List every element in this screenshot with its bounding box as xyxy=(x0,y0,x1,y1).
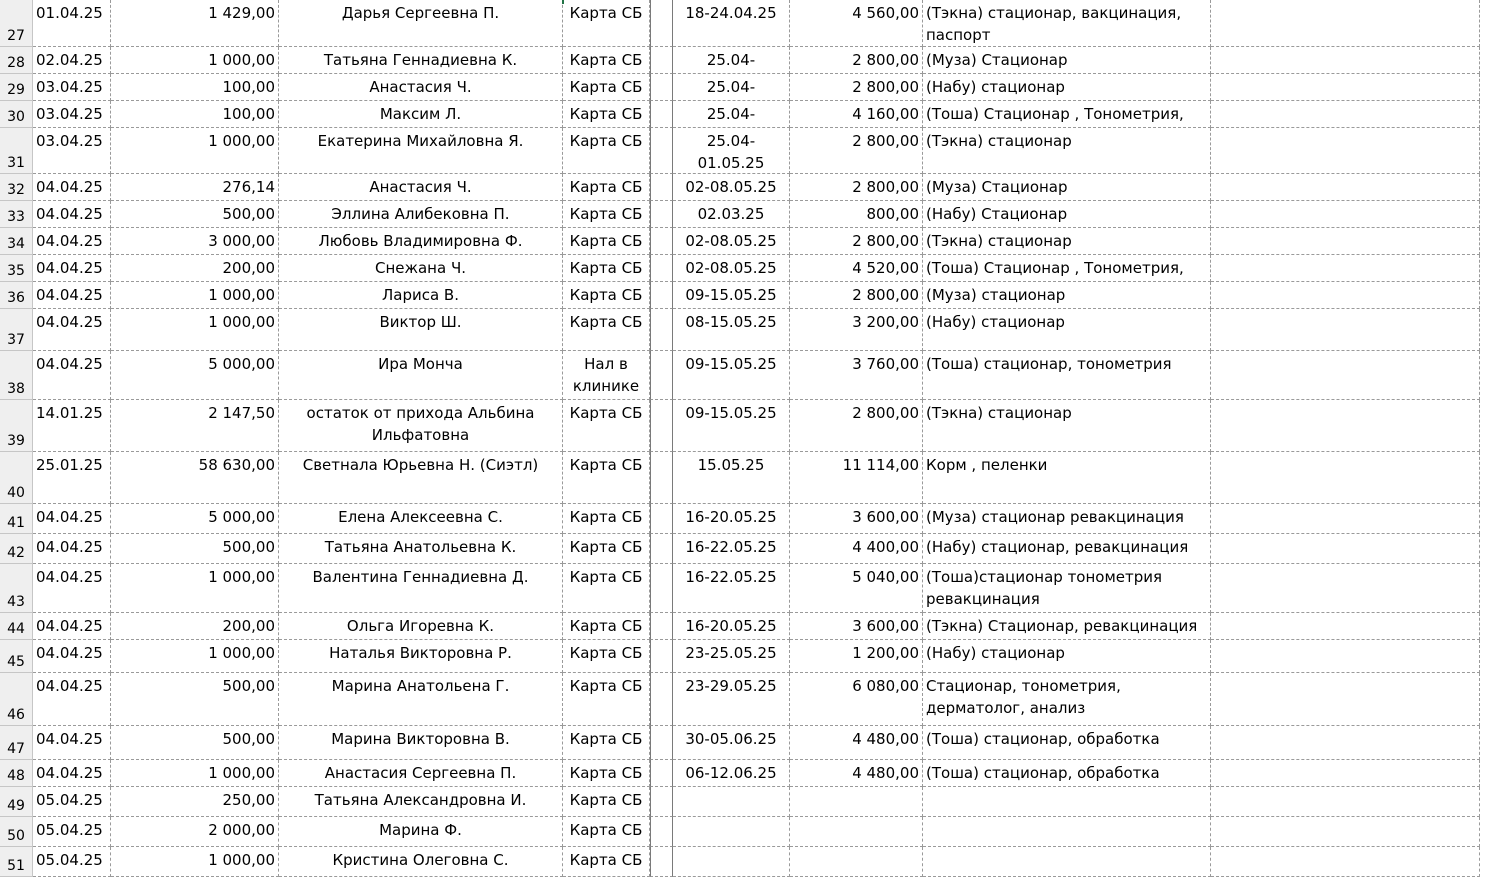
cell-date[interactable]: 14.01.25 xyxy=(33,400,111,452)
cell-desc[interactable]: (Тоша) Стационар , Тонометрия, xyxy=(923,255,1211,282)
cell-period[interactable]: 16-20.05.25 xyxy=(673,613,790,640)
cell-amount[interactable]: 58 630,00 xyxy=(111,452,279,504)
cell-pay[interactable]: Карта СБ xyxy=(563,228,650,255)
cell-pay[interactable]: Карта СБ xyxy=(563,673,650,726)
row-number: 36 xyxy=(7,290,25,306)
cell-desc[interactable]: (Тэкна) стационар xyxy=(923,400,1211,452)
row-header[interactable] xyxy=(0,817,33,847)
cell-amount[interactable]: 100,00 xyxy=(111,74,279,101)
cell-desc[interactable]: (Тоша) стационар, обработка xyxy=(923,726,1211,760)
row-number: 50 xyxy=(7,828,25,844)
cell-name[interactable]: Виктор Ш. xyxy=(279,309,563,351)
cell-name[interactable]: Эллина Алибековна П. xyxy=(279,201,563,228)
cell-desc[interactable]: (Муза) стационар xyxy=(923,282,1211,309)
cell-empty[interactable] xyxy=(1211,564,1480,613)
row-number: 40 xyxy=(7,485,25,501)
cell-date[interactable]: 04.04.25 xyxy=(33,282,111,309)
cell-period[interactable]: 06-12.06.25 xyxy=(673,760,790,787)
row-header[interactable] xyxy=(0,228,33,255)
cell-amount[interactable]: 5 000,00 xyxy=(111,504,279,534)
cell-cost[interactable]: 2 800,00 xyxy=(790,47,923,74)
cell-cost[interactable]: 1 200,00 xyxy=(790,640,923,673)
cell-cost[interactable]: 5 040,00 xyxy=(790,564,923,613)
cell-amount[interactable]: 1 000,00 xyxy=(111,309,279,351)
cell-empty[interactable] xyxy=(1211,201,1480,228)
row-header[interactable] xyxy=(0,564,33,613)
cell-cost[interactable]: 4 400,00 xyxy=(790,534,923,564)
cell-date[interactable]: 04.04.25 xyxy=(33,201,111,228)
cell-spacer[interactable] xyxy=(650,534,673,564)
cell-period[interactable]: 23-29.05.25 xyxy=(673,673,790,726)
row-header[interactable] xyxy=(0,101,33,128)
cell-empty[interactable] xyxy=(1211,309,1480,351)
cell-pay[interactable]: Карта СБ xyxy=(563,452,650,504)
cell-name[interactable]: Анастасия Ч. xyxy=(279,74,563,101)
cell-period[interactable] xyxy=(673,847,790,877)
cell-name[interactable]: Анастасия Ч. xyxy=(279,174,563,201)
row-header[interactable] xyxy=(0,47,33,74)
cell-empty[interactable] xyxy=(1211,504,1480,534)
cell-cost[interactable] xyxy=(790,817,923,847)
cell-desc[interactable]: (Тоша) стационар, тонометрия xyxy=(923,351,1211,400)
cell-date[interactable]: 02.04.25 xyxy=(33,47,111,74)
cell-pay[interactable]: Карта СБ xyxy=(563,787,650,817)
cell-date[interactable]: 05.04.25 xyxy=(33,817,111,847)
cell-period[interactable]: 25.04- xyxy=(673,101,790,128)
row-header[interactable] xyxy=(0,174,33,201)
cell-amount[interactable]: 500,00 xyxy=(111,673,279,726)
cell-period[interactable]: 30-05.06.25 xyxy=(673,726,790,760)
cell-amount[interactable]: 3 000,00 xyxy=(111,228,279,255)
cell-date[interactable]: 01.04.25 xyxy=(33,0,111,47)
cell-cost[interactable]: 4 480,00 xyxy=(790,760,923,787)
cell-period[interactable] xyxy=(673,787,790,817)
row-header[interactable] xyxy=(0,309,33,351)
cell-spacer[interactable] xyxy=(650,760,673,787)
cell-pay[interactable]: Карта СБ xyxy=(563,309,650,351)
cell-name[interactable]: Валентина Геннадиевна Д. xyxy=(279,564,563,613)
cell-amount[interactable]: 2 000,00 xyxy=(111,817,279,847)
cell-date[interactable]: 04.04.25 xyxy=(33,673,111,726)
cell-pay[interactable]: Карта СБ xyxy=(563,400,650,452)
cell-amount[interactable]: 5 000,00 xyxy=(111,351,279,400)
cell-date[interactable]: 04.04.25 xyxy=(33,564,111,613)
cell-desc[interactable] xyxy=(923,847,1211,877)
cell-pay[interactable]: Нал в клинике xyxy=(563,351,650,400)
row-number: 35 xyxy=(7,263,25,279)
cell-date[interactable]: 04.04.25 xyxy=(33,351,111,400)
cell-empty[interactable] xyxy=(1211,174,1480,201)
cell-cost[interactable]: 4 160,00 xyxy=(790,101,923,128)
cell-name[interactable]: Дарья Сергеевна П. xyxy=(279,0,563,47)
cell-amount[interactable]: 2 147,50 xyxy=(111,400,279,452)
cell-date[interactable]: 04.04.25 xyxy=(33,309,111,351)
row-header[interactable] xyxy=(0,504,33,534)
cell-name[interactable]: Марина Ф. xyxy=(279,817,563,847)
row-number: 34 xyxy=(7,236,25,252)
cell-pay[interactable]: Карта СБ xyxy=(563,255,650,282)
cell-name[interactable]: Ольга Игоревна К. xyxy=(279,613,563,640)
cell-cost[interactable]: 2 800,00 xyxy=(790,74,923,101)
cell-desc[interactable] xyxy=(923,787,1211,817)
cell-period[interactable]: 16-22.05.25 xyxy=(673,564,790,613)
cell-period[interactable]: 16-20.05.25 xyxy=(673,504,790,534)
cell-spacer[interactable] xyxy=(650,726,673,760)
cell-name[interactable]: Анастасия Сергеевна П. xyxy=(279,760,563,787)
cell-date[interactable]: 25.01.25 xyxy=(33,452,111,504)
cell-desc[interactable]: Стационар, тонометрия, дерматолог, анализ xyxy=(923,673,1211,726)
cell-empty[interactable] xyxy=(1211,452,1480,504)
cell-empty[interactable] xyxy=(1211,74,1480,101)
cell-period[interactable]: 09-15.05.25 xyxy=(673,400,790,452)
active-cell-border xyxy=(562,0,564,4)
cell-cost[interactable] xyxy=(790,847,923,877)
cell-empty[interactable] xyxy=(1211,673,1480,726)
row-header[interactable] xyxy=(0,534,33,564)
cell-period[interactable]: 02.03.25 xyxy=(673,201,790,228)
cell-cost[interactable] xyxy=(790,787,923,817)
cell-period[interactable]: 16-22.05.25 xyxy=(673,534,790,564)
cell-date[interactable]: 04.04.25 xyxy=(33,640,111,673)
cell-desc[interactable]: (Набу) стационар xyxy=(923,309,1211,351)
cell-spacer[interactable] xyxy=(650,847,673,877)
row-number: 45 xyxy=(7,654,25,670)
row-header[interactable] xyxy=(0,0,33,47)
cell-pay[interactable]: Карта СБ xyxy=(563,128,650,174)
cell-desc[interactable] xyxy=(923,817,1211,847)
cell-date[interactable]: 04.04.25 xyxy=(33,760,111,787)
row-header[interactable] xyxy=(0,201,33,228)
cell-cost[interactable]: 2 800,00 xyxy=(790,400,923,452)
cell-amount[interactable]: 200,00 xyxy=(111,613,279,640)
cell-cost[interactable]: 3 760,00 xyxy=(790,351,923,400)
row-number: 27 xyxy=(7,28,25,44)
cell-spacer[interactable] xyxy=(650,351,673,400)
cell-date[interactable]: 05.04.25 xyxy=(33,787,111,817)
cell-pay[interactable]: Карта СБ xyxy=(563,201,650,228)
cell-period[interactable]: 25.04- xyxy=(673,74,790,101)
cell-name[interactable]: Елена Алексеевна С. xyxy=(279,504,563,534)
cell-spacer[interactable] xyxy=(650,787,673,817)
cell-desc[interactable]: (Муза) стационар ревакцинация xyxy=(923,504,1211,534)
row-number: 46 xyxy=(7,707,25,723)
cell-cost[interactable]: 3 200,00 xyxy=(790,309,923,351)
cell-date[interactable]: 04.04.25 xyxy=(33,228,111,255)
cell-spacer[interactable] xyxy=(650,174,673,201)
cell-empty[interactable] xyxy=(1211,101,1480,128)
row-header[interactable] xyxy=(0,452,33,504)
cell-period[interactable]: 02-08.05.25 xyxy=(673,228,790,255)
cell-desc[interactable]: (Тоша) Стационар , Тонометрия, xyxy=(923,101,1211,128)
cell-pay[interactable]: Карта СБ xyxy=(563,726,650,760)
cell-period[interactable]: 09-15.05.25 xyxy=(673,282,790,309)
row-number: 38 xyxy=(7,381,25,397)
cell-spacer[interactable] xyxy=(650,673,673,726)
cell-spacer[interactable] xyxy=(650,817,673,847)
cell-amount[interactable]: 500,00 xyxy=(111,534,279,564)
cell-amount[interactable]: 100,00 xyxy=(111,101,279,128)
cell-spacer[interactable] xyxy=(650,228,673,255)
cell-empty[interactable] xyxy=(1211,534,1480,564)
cell-amount[interactable]: 500,00 xyxy=(111,726,279,760)
cell-spacer[interactable] xyxy=(650,309,673,351)
cell-pay[interactable]: Карта СБ xyxy=(563,74,650,101)
cell-pay[interactable]: Карта СБ xyxy=(563,0,650,47)
cell-spacer[interactable] xyxy=(650,613,673,640)
cell-name[interactable]: Ира Монча xyxy=(279,351,563,400)
cell-name[interactable]: Лариса В. xyxy=(279,282,563,309)
cell-spacer[interactable] xyxy=(650,255,673,282)
cell-pay[interactable]: Карта СБ xyxy=(563,640,650,673)
cell-period[interactable]: 15.05.25 xyxy=(673,452,790,504)
row-number: 44 xyxy=(7,621,25,637)
cell-date[interactable]: 04.04.25 xyxy=(33,534,111,564)
cell-date[interactable]: 04.04.25 xyxy=(33,174,111,201)
cell-spacer[interactable] xyxy=(650,0,673,47)
row-header[interactable] xyxy=(0,351,33,400)
cell-amount[interactable]: 276,14 xyxy=(111,174,279,201)
cell-name[interactable]: Кристина Олеговна С. xyxy=(279,847,563,877)
cell-date[interactable]: 04.04.25 xyxy=(33,726,111,760)
cell-name[interactable]: Любовь Владимировна Ф. xyxy=(279,228,563,255)
cell-name[interactable]: Светнала Юрьевна Н. (Сиэтл) xyxy=(279,452,563,504)
cell-name[interactable]: Наталья Викторовна Р. xyxy=(279,640,563,673)
cell-cost[interactable]: 4 560,00 xyxy=(790,0,923,47)
cell-name[interactable]: Татьяна Александровна И. xyxy=(279,787,563,817)
cell-cost[interactable]: 4 480,00 xyxy=(790,726,923,760)
cell-desc[interactable]: (Набу) стационар, ревакцинация xyxy=(923,534,1211,564)
cell-pay[interactable]: Карта СБ xyxy=(563,504,650,534)
cell-period[interactable]: 09-15.05.25 xyxy=(673,351,790,400)
cell-spacer[interactable] xyxy=(650,452,673,504)
cell-cost[interactable]: 4 520,00 xyxy=(790,255,923,282)
cell-period[interactable]: 25.04-01.05.25 xyxy=(673,128,790,174)
cell-date[interactable]: 04.04.25 xyxy=(33,613,111,640)
cell-empty[interactable] xyxy=(1211,282,1480,309)
cell-spacer[interactable] xyxy=(650,128,673,174)
cell-empty[interactable] xyxy=(1211,128,1480,174)
cell-cost[interactable]: 11 114,00 xyxy=(790,452,923,504)
cell-amount[interactable]: 1 000,00 xyxy=(111,128,279,174)
cell-empty[interactable] xyxy=(1211,47,1480,74)
row-number: 43 xyxy=(7,594,25,610)
cell-cost[interactable]: 2 800,00 xyxy=(790,174,923,201)
cell-desc[interactable]: (Набу) стационар xyxy=(923,640,1211,673)
cell-desc[interactable]: (Тэкна) стационар xyxy=(923,128,1211,174)
cell-date[interactable]: 05.04.25 xyxy=(33,847,111,877)
cell-empty[interactable] xyxy=(1211,255,1480,282)
row-number: 42 xyxy=(7,545,25,561)
cell-name[interactable]: Татьяна Геннадиевна К. xyxy=(279,47,563,74)
cell-amount[interactable]: 500,00 xyxy=(111,201,279,228)
cell-empty[interactable] xyxy=(1211,613,1480,640)
cell-amount[interactable]: 1 000,00 xyxy=(111,847,279,877)
cell-spacer[interactable] xyxy=(650,504,673,534)
cell-amount[interactable]: 250,00 xyxy=(111,787,279,817)
cell-name[interactable]: остаток от прихода Альбина Ильфатовна xyxy=(279,400,563,452)
row-number: 39 xyxy=(7,433,25,449)
row-header[interactable] xyxy=(0,282,33,309)
cell-amount[interactable]: 1 000,00 xyxy=(111,640,279,673)
row-header[interactable] xyxy=(0,400,33,452)
cell-spacer[interactable] xyxy=(650,640,673,673)
cell-spacer[interactable] xyxy=(650,400,673,452)
cell-pay[interactable]: Карта СБ xyxy=(563,760,650,787)
cell-amount[interactable]: 1 000,00 xyxy=(111,564,279,613)
row-number: 31 xyxy=(7,155,25,171)
cell-empty[interactable] xyxy=(1211,640,1480,673)
row-header[interactable] xyxy=(0,787,33,817)
cell-cost[interactable]: 3 600,00 xyxy=(790,504,923,534)
cell-name[interactable]: Марина Анатольена Г. xyxy=(279,673,563,726)
cell-desc[interactable]: (Набу) Стационар xyxy=(923,201,1211,228)
row-header[interactable] xyxy=(0,128,33,174)
cell-cost[interactable]: 2 800,00 xyxy=(790,228,923,255)
cell-desc[interactable]: Корм , пеленки xyxy=(923,452,1211,504)
cell-date[interactable]: 04.04.25 xyxy=(33,255,111,282)
cell-period[interactable]: 18-24.04.25 xyxy=(673,0,790,47)
cell-empty[interactable] xyxy=(1211,228,1480,255)
cell-empty[interactable] xyxy=(1211,0,1480,47)
cell-empty[interactable] xyxy=(1211,760,1480,787)
cell-amount[interactable]: 1 000,00 xyxy=(111,47,279,74)
cell-date[interactable]: 03.04.25 xyxy=(33,74,111,101)
row-header[interactable] xyxy=(0,640,33,673)
cell-desc[interactable]: (Тоша)стационар тонометрия ревакцинация xyxy=(923,564,1211,613)
cell-pay[interactable]: Карта СБ xyxy=(563,174,650,201)
cell-period[interactable]: 02-08.05.25 xyxy=(673,174,790,201)
cell-period[interactable] xyxy=(673,817,790,847)
row-number: 30 xyxy=(7,109,25,125)
cell-amount[interactable]: 1 000,00 xyxy=(111,760,279,787)
row-header[interactable] xyxy=(0,673,33,726)
cell-spacer[interactable] xyxy=(650,101,673,128)
cell-pay[interactable]: Карта СБ xyxy=(563,47,650,74)
cell-spacer[interactable] xyxy=(650,564,673,613)
cell-period[interactable]: 25.04- xyxy=(673,47,790,74)
cell-name[interactable]: Максим Л. xyxy=(279,101,563,128)
cell-name[interactable]: Екатерина Михайловна Я. xyxy=(279,128,563,174)
cell-spacer[interactable] xyxy=(650,47,673,74)
row-header[interactable] xyxy=(0,74,33,101)
cell-period[interactable]: 08-15.05.25 xyxy=(673,309,790,351)
cell-desc[interactable]: (Муза) Стационар xyxy=(923,174,1211,201)
row-header[interactable] xyxy=(0,255,33,282)
cell-desc[interactable]: (Тоша) стационар, обработка xyxy=(923,760,1211,787)
cell-name[interactable]: Марина Викторовна В. xyxy=(279,726,563,760)
cell-empty[interactable] xyxy=(1211,726,1480,760)
row-header[interactable] xyxy=(0,726,33,760)
cell-period[interactable]: 02-08.05.25 xyxy=(673,255,790,282)
cell-empty[interactable] xyxy=(1211,400,1480,452)
cell-pay[interactable]: Карта СБ xyxy=(563,613,650,640)
cell-spacer[interactable] xyxy=(650,201,673,228)
cell-pay[interactable]: Карта СБ xyxy=(563,847,650,877)
row-header[interactable] xyxy=(0,760,33,787)
cell-cost[interactable]: 800,00 xyxy=(790,201,923,228)
row-number: 28 xyxy=(7,55,25,71)
cell-date[interactable]: 03.04.25 xyxy=(33,128,111,174)
row-number: 51 xyxy=(7,858,25,874)
cell-pay[interactable]: Карта СБ xyxy=(563,534,650,564)
cell-spacer[interactable] xyxy=(650,74,673,101)
row-number: 33 xyxy=(7,209,25,225)
cell-desc[interactable]: (Тэкна) стационар xyxy=(923,228,1211,255)
cell-cost[interactable]: 6 080,00 xyxy=(790,673,923,726)
row-header[interactable] xyxy=(0,847,33,877)
cell-name[interactable]: Снежана Ч. xyxy=(279,255,563,282)
cell-cost[interactable]: 3 600,00 xyxy=(790,613,923,640)
row-number: 47 xyxy=(7,741,25,757)
cell-empty[interactable] xyxy=(1211,817,1480,847)
row-number: 29 xyxy=(7,82,25,98)
cell-empty[interactable] xyxy=(1211,787,1480,817)
cell-pay[interactable]: Карта СБ xyxy=(563,282,650,309)
cell-empty[interactable] xyxy=(1211,351,1480,400)
cell-amount[interactable]: 1 000,00 xyxy=(111,282,279,309)
cell-amount[interactable]: 200,00 xyxy=(111,255,279,282)
cell-cost[interactable]: 2 800,00 xyxy=(790,128,923,174)
cell-cost[interactable]: 2 800,00 xyxy=(790,282,923,309)
cell-date[interactable]: 03.04.25 xyxy=(33,101,111,128)
row-number: 37 xyxy=(7,332,25,348)
cell-name[interactable]: Татьяна Анатольевна К. xyxy=(279,534,563,564)
cell-desc[interactable]: (Набу) стационар xyxy=(923,74,1211,101)
cell-desc[interactable]: (Тэкна) стационар, вакцинация, паспорт xyxy=(923,0,1211,47)
cell-amount[interactable]: 1 429,00 xyxy=(111,0,279,47)
cell-pay[interactable]: Карта СБ xyxy=(563,564,650,613)
cell-desc[interactable]: (Муза) Стационар xyxy=(923,47,1211,74)
cell-empty[interactable] xyxy=(1211,847,1480,877)
cell-date[interactable]: 04.04.25 xyxy=(33,504,111,534)
cell-pay[interactable]: Карта СБ xyxy=(563,101,650,128)
cell-pay[interactable]: Карта СБ xyxy=(563,817,650,847)
row-number: 32 xyxy=(7,182,25,198)
row-number: 48 xyxy=(7,768,25,784)
row-number: 41 xyxy=(7,515,25,531)
cell-desc[interactable]: (Тэкна) Стационар, ревакцинация xyxy=(923,613,1211,640)
row-header[interactable] xyxy=(0,613,33,640)
cell-period[interactable]: 23-25.05.25 xyxy=(673,640,790,673)
cell-spacer[interactable] xyxy=(650,282,673,309)
row-number: 49 xyxy=(7,798,25,814)
